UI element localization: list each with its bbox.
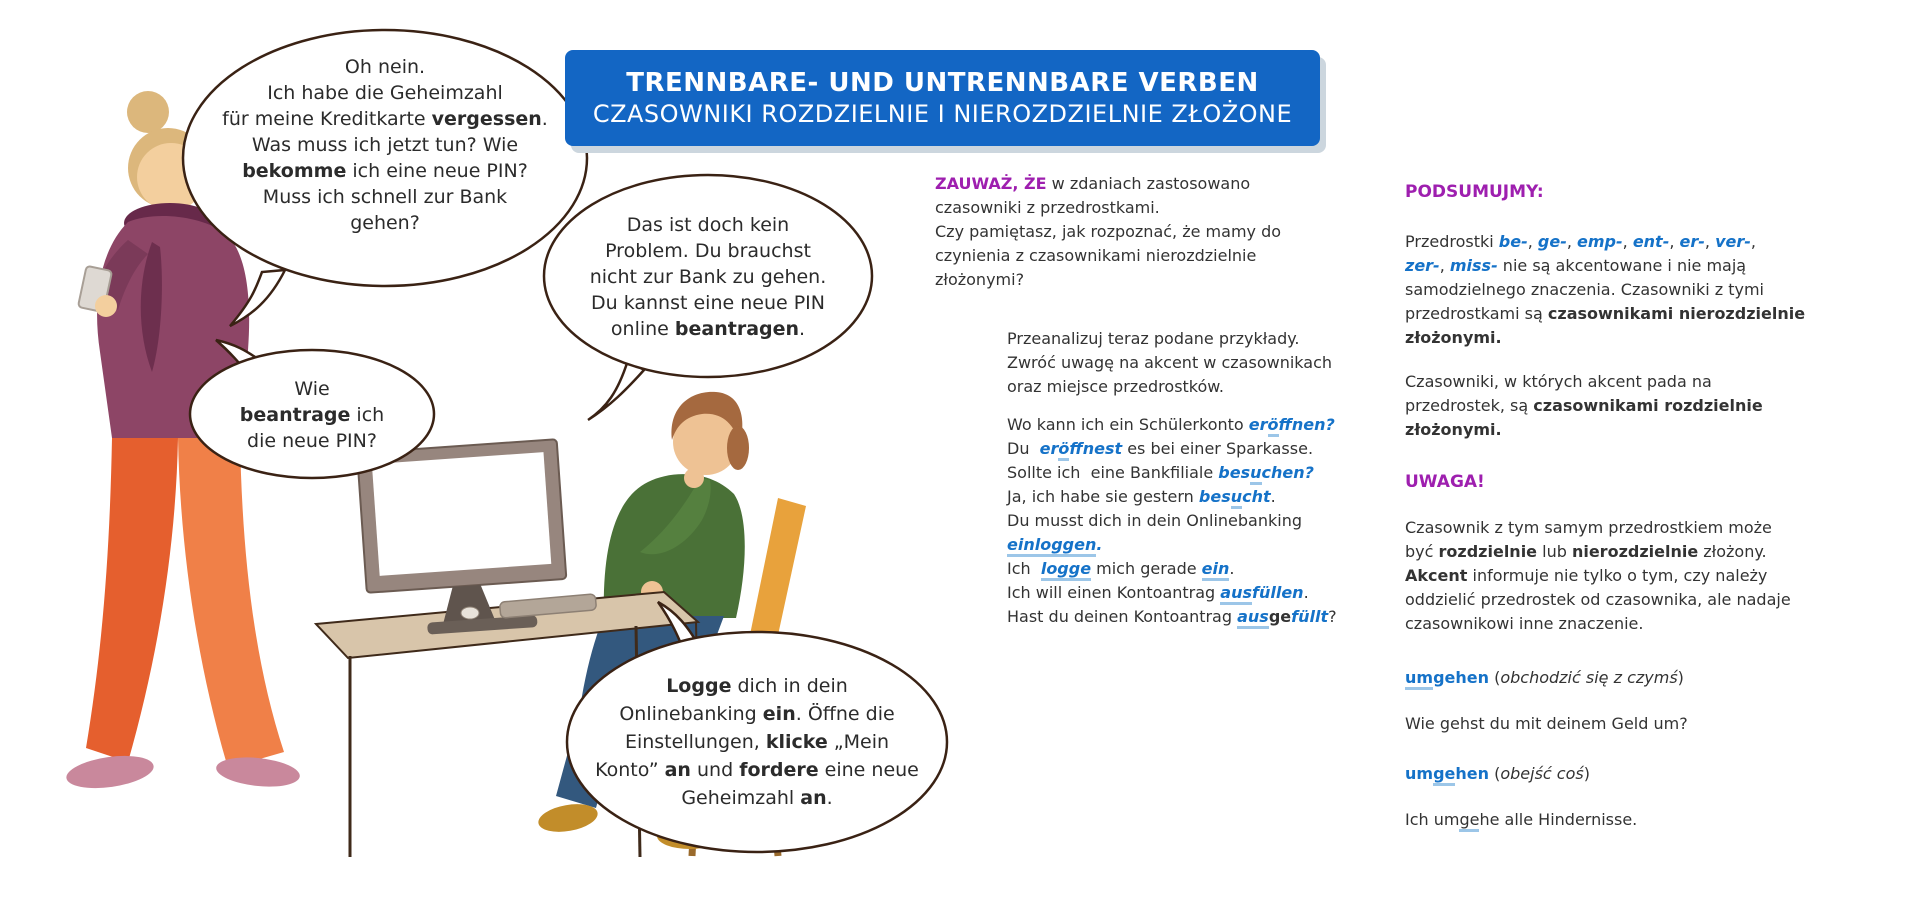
summary-heading: PODSUMUJMY: bbox=[1405, 182, 1544, 202]
banner-title-german: TRENNBARE- UND UNTRENNBARE VERBEN bbox=[626, 68, 1259, 98]
umgehen-example-2: Ich umgehe alle Hindernisse. bbox=[1405, 808, 1637, 832]
warning-heading: UWAGA! bbox=[1405, 472, 1485, 492]
umgehen-definition-1: umgehen (obchodzić się z czymś) bbox=[1405, 666, 1684, 690]
umgehen-example-1: Wie gehst du mit deinem Geld um? bbox=[1405, 714, 1688, 733]
mouse bbox=[461, 607, 479, 619]
banner-title-polish: CZASOWNIKI ROZDZIELNIE I NIEROZDZIELNIE ZŁOŻONE bbox=[592, 100, 1293, 128]
note-paragraph: ZAUWAŻ, ŻE w zdaniach zastosowano czasowniki z przedrostkami. Czy pamiętasz, jak rozpoznać, że mamy do czynienia z czasownikami nierozdzielnie złożonymi? bbox=[935, 174, 1282, 289]
title-banner bbox=[565, 50, 1320, 146]
task-paragraph: Przeanalizuj teraz podane przykłady. Zwróć uwagę na akcent w czasownikach oraz miejsce przedrostków. bbox=[1007, 329, 1332, 396]
summary-paragraph-2: Czasowniki, w których akcent pada na przedrostek, są czasownikami rozdzielnie złożonymi. bbox=[1405, 372, 1763, 439]
summary-paragraph-1: Przedrostki be-, ge-, emp-, ent-, er-, ver-, zer-, miss- nie są akcentowane i nie mają samodzielnego znaczenia. Czasowniki z tymi przedrostkami są czasownikami nierozdzielnie złożonymi. bbox=[1405, 232, 1806, 347]
warning-paragraph: Czasownik z tym samym przedrostkiem może być rozdzielnie lub nierozdzielnie złożony. Akcent informuje nie tylko o tym, czy należy oddzielić przedrostek od czasownika, ale nadaje czasownikowi inne znaczenie. bbox=[1405, 518, 1791, 633]
speech-bubble-man-instruction: Logge dich in dein Onlinebanking ein. Öffne die Einstellungen, klicke „Mein Konto” an und fordere eine neue Geheimzahl an. bbox=[595, 675, 919, 809]
speech-bubble-woman-main: Oh nein. Ich habe die Geheimzahl für meine Kreditkarte vergessen. Was muss ich jetzt tun? Wie bekomme ich eine neue PIN? Muss ich schnell zur Bank gehen? bbox=[222, 56, 548, 234]
speech-bubble-man-reply: Das ist doch kein Problem. Du brauchst nicht zur Bank zu gehen. Du kannst eine neue PIN online beantragen. bbox=[589, 214, 827, 340]
speech-bubble-woman-question: Wie beantrage ich die neue PIN? bbox=[239, 378, 385, 452]
example-sentences: Wo kann ich ein Schülerkonto eröffnen? Du eröffnest es bei einer Sparkasse. Sollte ich eine Bankfiliale besuchen? Ja, ich habe sie gestern besucht. Du musst dich in dein Onlinebanking einloggen. Ich logge mich gerade ein. Ich will einen Kontoantrag ausfüllen. Hast du deinen Kontoantrag ausgefüllt? bbox=[1007, 413, 1337, 629]
umgehen-definition-2: umgehen (obejść coś) bbox=[1405, 762, 1590, 786]
